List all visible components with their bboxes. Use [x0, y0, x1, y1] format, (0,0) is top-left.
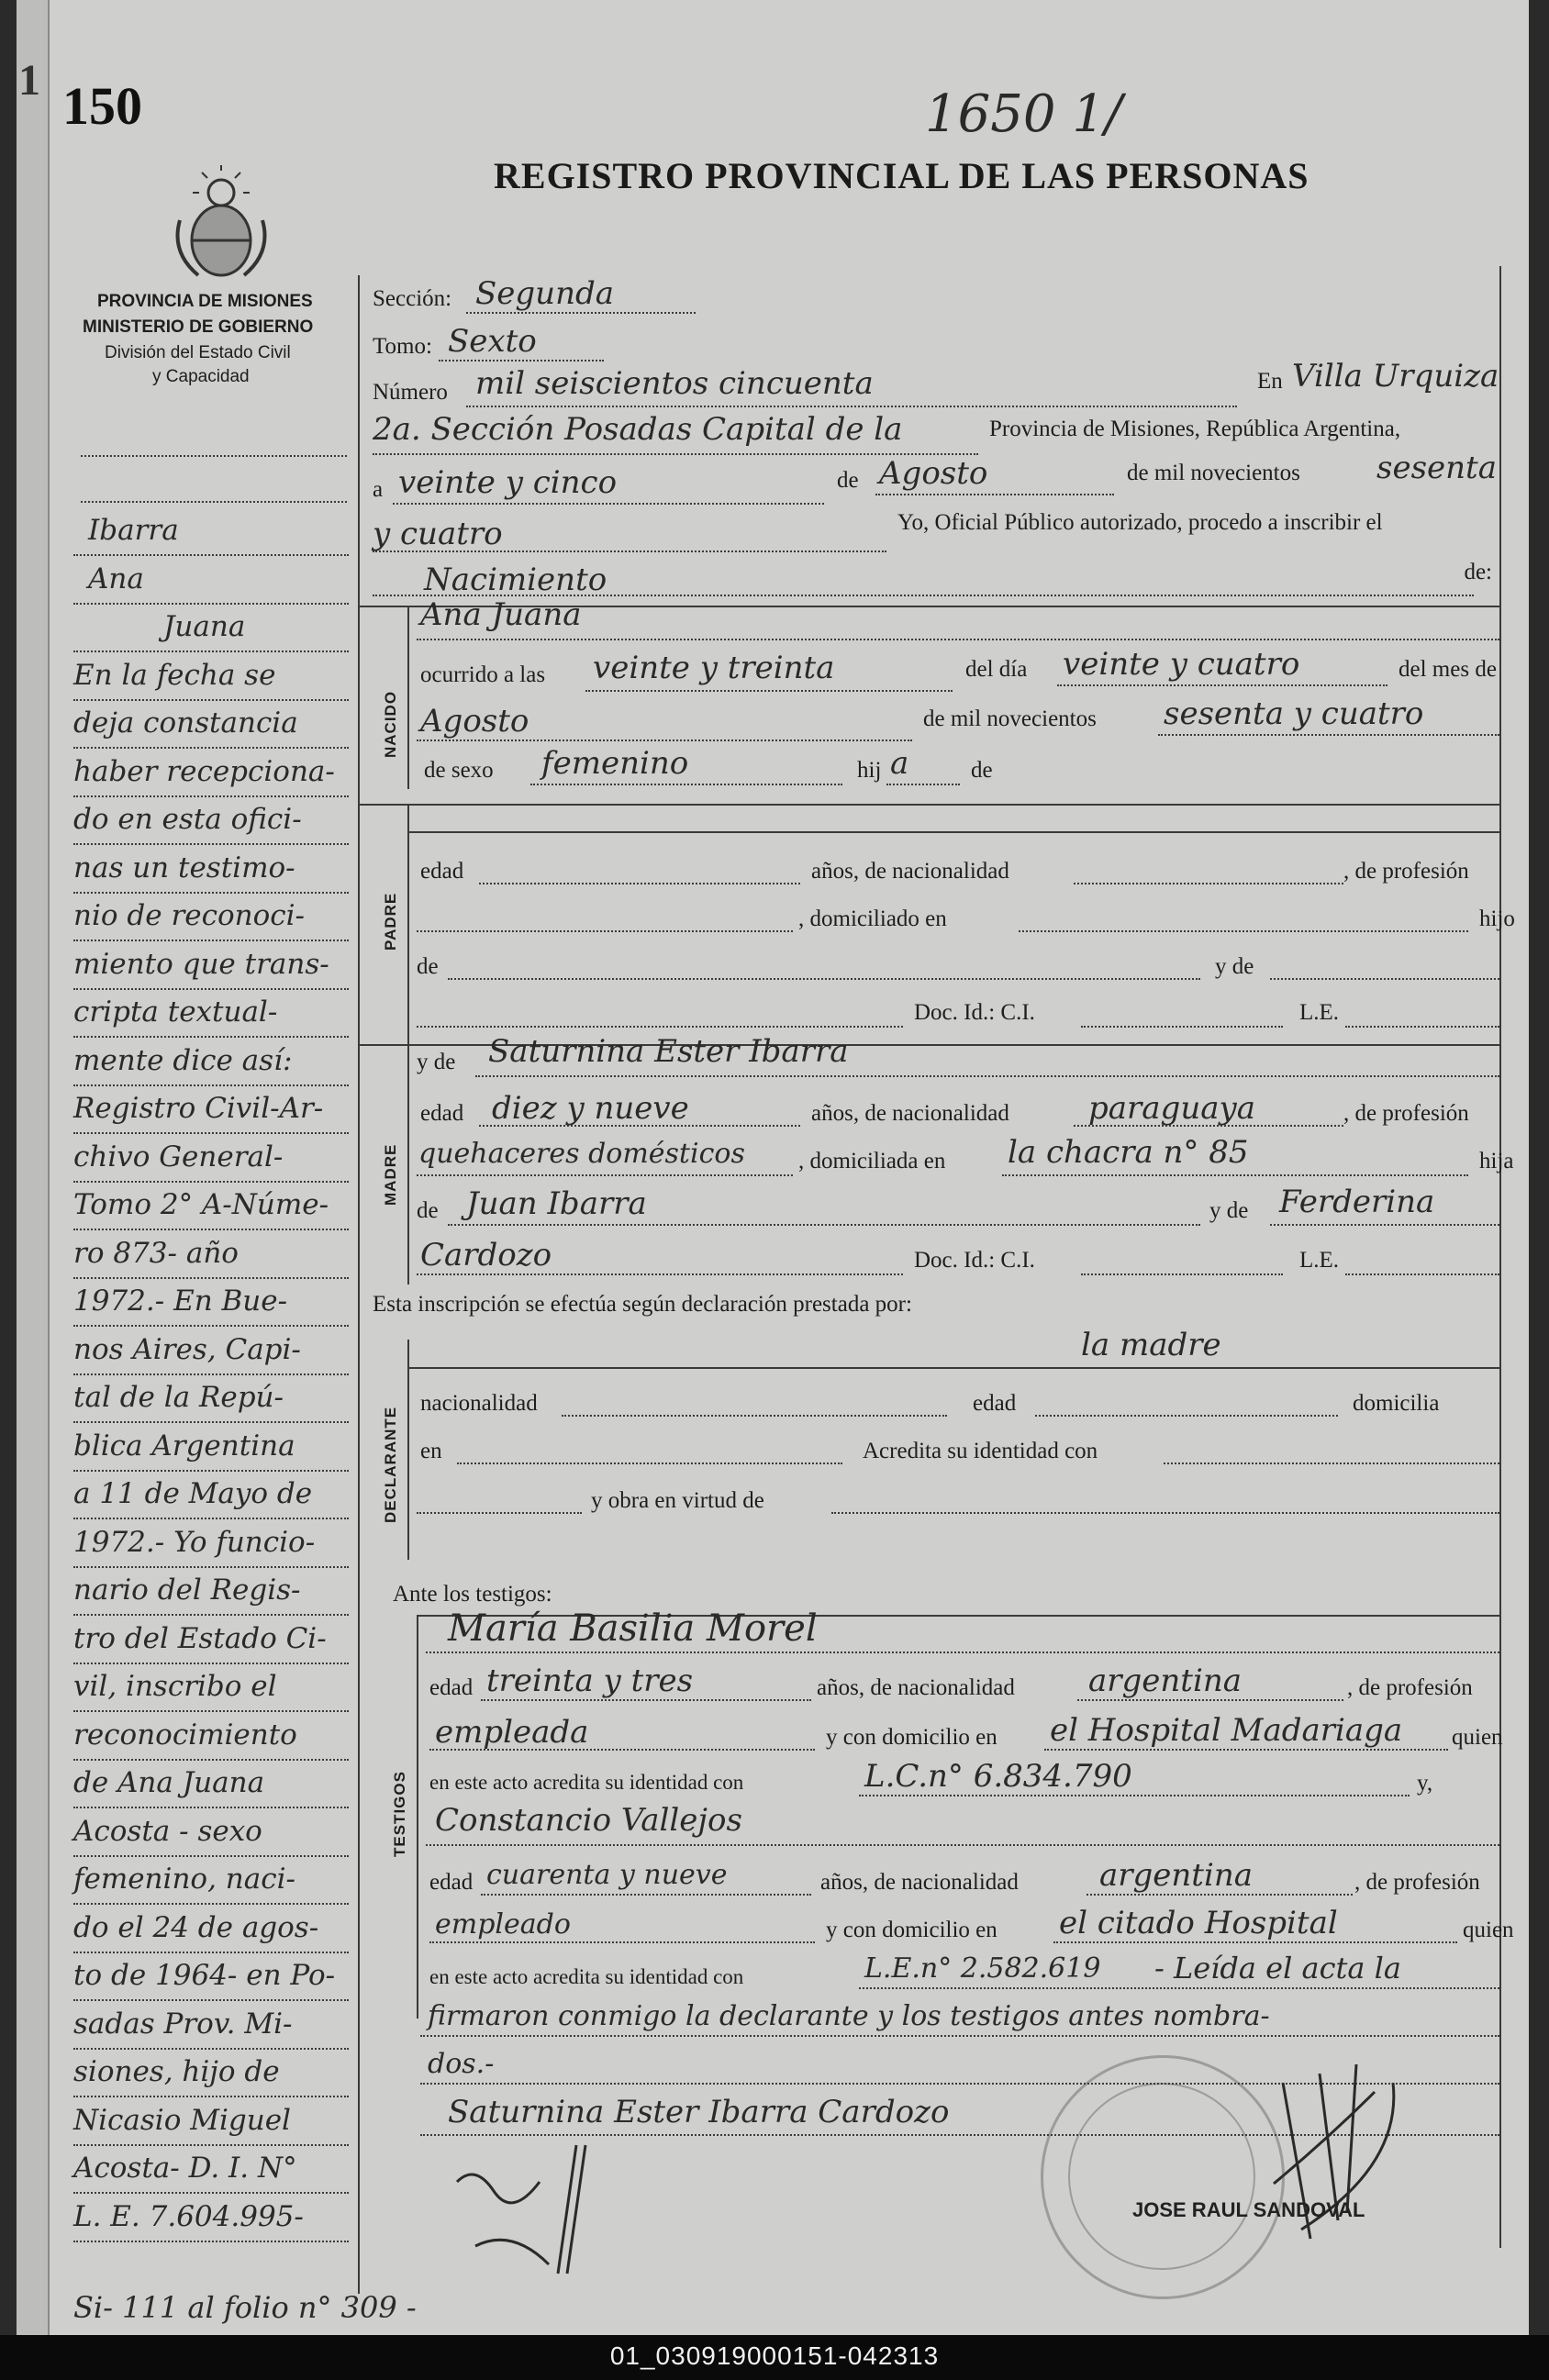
hij-value: a [890, 745, 909, 782]
de2-label: de: [1464, 560, 1492, 584]
padre-y-de-label: y de [1215, 954, 1254, 979]
closing-line-1: - Leída el acta la [1154, 1951, 1401, 1985]
page-edge [17, 0, 50, 2335]
hour-value: veinte y treinta [593, 650, 835, 686]
margin-note-line: Ibarra [88, 514, 179, 547]
declarante-label-bar [407, 1340, 409, 1560]
witness1-dom: el Hospital Madariaga [1050, 1712, 1403, 1749]
madre-nacionalidad: paraguaya [1088, 1090, 1255, 1127]
issuer-line-2: MINISTERIO DE GOBIERNO [83, 317, 314, 337]
margin-note-rule [73, 1421, 349, 1423]
witness1-dom-label: y con domicilio en [826, 1725, 997, 1750]
witness1-nac-line [1077, 1699, 1343, 1701]
padre-edad-line [479, 883, 800, 884]
madre-le-label: L.E. [1299, 1248, 1340, 1273]
declarante-section-label: DECLARANTE [382, 1406, 399, 1523]
madre-name: Saturnina Ester Ibarra [488, 1033, 849, 1070]
madre-y-de2-label: y de [1209, 1198, 1249, 1223]
edge-mark: 1 [18, 56, 40, 105]
month-value: Agosto [879, 455, 988, 492]
margin-note-rule [73, 1181, 349, 1183]
en-value: Villa Urquiza [1292, 358, 1499, 395]
issuer-line-1: PROVINCIA DE MISIONES [97, 292, 313, 311]
year-label: de mil novecientos [1127, 461, 1300, 485]
sexo-line [530, 784, 842, 785]
margin-note-rule [73, 2048, 349, 2050]
nacido-de-label: de [971, 758, 993, 783]
madre-mother-line [1270, 1224, 1499, 1226]
margin-note-line: Juana [163, 610, 246, 643]
page-number: 150 [62, 76, 142, 136]
witness1-dom-line [1044, 1749, 1448, 1751]
madre-ci-line [1081, 1273, 1283, 1275]
witness1-acredita-label: en este acto acredita su identidad con [429, 1771, 744, 1794]
padre-section-label: PADRE [382, 892, 399, 951]
declarante-edad-line [1035, 1415, 1338, 1417]
padre-domiciliado-label: , domiciliado en [798, 906, 947, 931]
madre-domicilio: la chacra n° 85 [1008, 1134, 1249, 1171]
nacido-month-line [417, 740, 912, 741]
numero-line [466, 406, 1237, 407]
margin-note-line: to de 1964- en Po- [73, 1959, 336, 1992]
declarante-acredita-line [1164, 1462, 1499, 1464]
margin-note-rule [73, 1277, 349, 1279]
madre-de-label: de [417, 1198, 439, 1223]
witness1-edad-line [481, 1699, 811, 1701]
registry-page [17, 0, 1529, 2335]
witness2-prof: empleado [435, 1908, 571, 1941]
margin-note-rule [73, 1470, 349, 1472]
witness2-acredita-label: en este acto acredita su identidad con [429, 1965, 744, 1988]
margin-note-rule [73, 1759, 349, 1761]
margin-note-rule [73, 1807, 349, 1808]
day-line [393, 503, 824, 505]
madre-mother: Ferderina [1279, 1184, 1435, 1220]
declarante-acredita-label: Acredita su identidad con [863, 1439, 1098, 1463]
madre-father-line [448, 1224, 1200, 1226]
hij-line [886, 784, 960, 785]
margin-note-line: nio de reconoci- [73, 899, 306, 932]
margin-note-line: tal de la Repú- [73, 1381, 284, 1414]
padre-profesion-label: , de profesión [1343, 859, 1469, 884]
witness2-edad: cuarenta y nueve [486, 1859, 728, 1891]
margin-note-line: Registro Civil-Ar- [73, 1092, 324, 1125]
margin-note-line: 1972.- Yo funcio- [73, 1525, 316, 1559]
issuer-line-3: División del Estado Civil [105, 343, 291, 362]
declarante-en-line [457, 1462, 842, 1464]
declarante-en-label: en [420, 1439, 442, 1463]
madre-doc-label: Doc. Id.: C.I. [914, 1248, 1035, 1273]
margin-note-rule [73, 2096, 349, 2097]
padre-name-rule [407, 831, 1501, 833]
hij-label: hij [857, 758, 882, 783]
declarante-nacionalidad-label: nacionalidad [420, 1391, 538, 1416]
margin-note-rule [73, 554, 349, 556]
margin-note-rule [73, 1952, 349, 1953]
de-label: de [837, 468, 859, 493]
declarante-obra-line [831, 1512, 1499, 1514]
padre-dom-line [1019, 930, 1468, 932]
margin-note-rule [73, 892, 349, 894]
witness2-anos-label: años, de nacionalidad [820, 1870, 1019, 1895]
year2-line [373, 551, 886, 552]
madre-prof-line [417, 1174, 793, 1176]
margin-note-line: a 11 de Mayo de [73, 1477, 313, 1510]
padre-top-rule [358, 804, 1501, 806]
padre-doc-label: Doc. Id.: C.I. [914, 1000, 1035, 1025]
margin-note-line: miento que trans- [73, 947, 329, 981]
margin-note-rule [73, 1325, 349, 1327]
padre-ci-line [1081, 1026, 1283, 1028]
madre-domiciliada-label: , domiciliada en [798, 1149, 946, 1173]
padre-extra-line [417, 1026, 903, 1028]
margin-note-rule [73, 1132, 349, 1134]
declarante-domicilia-label: domicilia [1353, 1391, 1440, 1416]
witness1-quien: quien [1452, 1725, 1503, 1750]
signature-scribble-1 [439, 2127, 677, 2310]
margin-note-rule [73, 843, 349, 845]
nacido-year-line [1158, 734, 1499, 736]
hour-line [585, 690, 953, 692]
place-value: 2a. Sección Posadas Capital de la [373, 411, 903, 448]
margin-note-line: vil, inscribo el [73, 1670, 277, 1703]
witness1-id: L.C.n° 6.834.790 [864, 1758, 1132, 1795]
padre-label-bar [407, 804, 409, 1044]
margin-note-line: sadas Prov. Mi- [73, 2007, 293, 2041]
margin-note-rule [73, 1518, 349, 1519]
margin-line [81, 455, 347, 457]
nacido-name-line [417, 639, 1499, 640]
padre-de-label: de [417, 954, 439, 979]
page-title: REGISTRO PROVINCIAL DE LAS PERSONAS [494, 155, 1309, 196]
margin-note-rule [73, 795, 349, 797]
margin-note-rule [73, 651, 349, 652]
seccion-value: Segunda [475, 275, 615, 312]
declarante-extra-line [417, 1512, 582, 1514]
madre-profesion: quehaceres domésticos [418, 1138, 745, 1170]
margin-note-line: femenino, naci- [73, 1863, 295, 1896]
tomo-line [439, 360, 604, 361]
nacido-year-label: de mil novecientos [923, 706, 1097, 731]
witness1-name-line [426, 1652, 1499, 1653]
testigos-label-bar [417, 1615, 418, 2019]
margin-note-rule [73, 2192, 349, 2194]
witness1-edad-label: edad [429, 1675, 474, 1700]
column-divider [358, 275, 360, 2294]
witness2-dom-line [1053, 1941, 1457, 1943]
witness1-anos-label: años, de nacionalidad [817, 1675, 1015, 1700]
day-value: veinte y cinco [398, 464, 618, 501]
margin-note-line: haber recepciona- [73, 754, 335, 788]
witness2-name: Constancio Vallejos [435, 1802, 742, 1839]
image-id: 01_030919000151-042313 [609, 2341, 940, 2370]
closing-line-3: dos.- [428, 2048, 495, 2080]
margin-note-line: deja constancia [73, 706, 298, 740]
padre-edad-label: edad [420, 859, 464, 884]
margin-note-line: de Ana Juana [73, 1766, 265, 1799]
madre-name-line [475, 1075, 1499, 1077]
margin-note-line: Nicasio Miguel [73, 2103, 291, 2137]
margin-note-line: Ana [88, 562, 144, 595]
margin-note-rule [73, 1999, 349, 2001]
witness2-id: L.E.n° 2.582.619 [864, 1952, 1101, 1985]
madre-hija-label: hija [1479, 1149, 1514, 1173]
madre-mother-2: Cardozo [420, 1237, 552, 1273]
margin-note-line: Acosta - sexo [73, 1814, 262, 1848]
padre-mother-line [1270, 978, 1499, 980]
margin-note-rule [73, 699, 349, 701]
act-value: Nacimiento [424, 562, 607, 598]
official-stamp-inner [1068, 2083, 1255, 2270]
margin-note-rule [73, 988, 349, 990]
margin-note-rule [73, 1229, 349, 1230]
numero-value: mil seiscientos cincuenta [475, 365, 874, 402]
year-value: sesenta [1376, 450, 1497, 486]
del-mes-label: del mes de [1399, 657, 1497, 682]
seccion-label: Sección: [373, 286, 452, 311]
declaracion-value: la madre [1081, 1327, 1221, 1363]
madre-y-de-label: y de [417, 1050, 456, 1074]
declaracion-text: Esta inscripción se efectúa según declaración prestada por: [373, 1292, 912, 1317]
madre-dom-line [1002, 1174, 1468, 1176]
nacido-label-bar [407, 606, 409, 789]
province-text: Provincia de Misiones, República Argentina, [989, 417, 1401, 441]
ocurrido-label: ocurrido a las [420, 662, 546, 687]
a-label: a [373, 477, 384, 502]
nacido-name: Ana Juana [420, 596, 582, 633]
padre-father-line [448, 978, 1200, 980]
signature-line: Saturnina Ester Ibarra Cardozo [448, 2094, 950, 2130]
closing2-line [420, 2035, 1499, 2037]
margin-note-rule [73, 1663, 349, 1664]
sexo-label: de sexo [424, 758, 494, 783]
nacido-section-label: NACIDO [382, 690, 399, 758]
margin-note-line: reconocimiento [73, 1718, 297, 1752]
margin-note-line: mente dice así: [73, 1043, 293, 1077]
witness2-name-line [426, 1844, 1499, 1846]
witness2-nac-line [1087, 1894, 1353, 1896]
margin-note-rule [73, 1710, 349, 1712]
madre-profesion-label: , de profesión [1343, 1101, 1469, 1126]
tomo-value: Sexto [448, 323, 537, 360]
margin-note-line: L. E. 7.604.995- [73, 2199, 304, 2233]
madre-nac-line [1074, 1125, 1343, 1127]
margin-note-bottom: Si- 111 al folio n° 309 - [73, 2290, 417, 2325]
witness1-prof-line [429, 1749, 815, 1751]
madre-mother2-line [417, 1273, 903, 1275]
del-dia-label: del día [965, 657, 1028, 682]
margin-note-line: nos Aires, Capi- [73, 1332, 301, 1366]
madre-le-line [1345, 1273, 1499, 1275]
margin-note-line: Acosta- D. I. N° [73, 2152, 297, 2185]
margin-note-rule [73, 2241, 349, 2242]
witness1-edad: treinta y tres [486, 1663, 694, 1699]
margin-note-rule [73, 1036, 349, 1038]
witness1-y: y, [1417, 1771, 1433, 1796]
margin-note-line: siones, hijo de [73, 2055, 280, 2088]
witness2-nac: argentina [1099, 1857, 1254, 1894]
margin-note-rule [73, 2144, 349, 2146]
witness2-prof-line [429, 1941, 815, 1943]
seccion-line [466, 312, 696, 314]
declarante-edad-label: edad [973, 1391, 1017, 1416]
sexo-value: femenino [541, 745, 689, 782]
stamp-name: JOSE RAUL SANDOVAL [1132, 2198, 1365, 2221]
margin-note-line: chivo General- [73, 1140, 284, 1173]
madre-anos-label: años, de nacionalidad [811, 1101, 1009, 1126]
margin-note-line: En la fecha se [73, 658, 276, 692]
witness2-dom: el citado Hospital [1059, 1905, 1338, 1941]
testigos-section-label: TESTIGOS [391, 1771, 408, 1857]
madre-section-label: MADRE [382, 1143, 399, 1206]
issuer-line-4: y Capacidad [152, 367, 250, 386]
handwritten-reference: 1650 1/ [925, 84, 1122, 144]
padre-le-line [1345, 1026, 1499, 1028]
margin-note-rule [73, 1855, 349, 1857]
month-line [875, 494, 1114, 495]
margin-note-rule [73, 940, 349, 941]
witness1-prof-label: , de profesión [1347, 1675, 1473, 1700]
margin-note-line: nas un testimo- [73, 851, 295, 884]
witness2-id-line [859, 1987, 1499, 1989]
nacido-day-line [1057, 684, 1387, 686]
witness2-edad-label: edad [429, 1870, 474, 1895]
right-border [1499, 266, 1501, 2248]
margin-note-line: cripta textual- [73, 995, 278, 1029]
tomo-label: Tomo: [373, 334, 432, 359]
declarante-nac-line [562, 1415, 947, 1417]
witness2-dom-label: y con domicilio en [826, 1918, 997, 1942]
margin-note-line: do en esta ofici- [73, 803, 302, 836]
padre-nac-line [1074, 883, 1343, 884]
margin-note-line: Tomo 2° A-Núme- [73, 1188, 329, 1221]
padre-hijo-label: hijo [1479, 906, 1515, 931]
margin-note-line: ro 873- año [73, 1236, 239, 1270]
witness2-prof-label: , de profesión [1354, 1870, 1480, 1895]
declarante-obra-label: y obra en virtud de [591, 1488, 764, 1513]
margin-note-line: do el 24 de agos- [73, 1910, 319, 1944]
madre-father: Juan Ibarra [466, 1185, 647, 1222]
margin-note-line: tro del Estado Ci- [73, 1621, 327, 1655]
margin-note-rule [73, 1566, 349, 1568]
margin-note-rule [73, 1084, 349, 1086]
nacido-month: Agosto [420, 703, 529, 740]
padre-prof-line [417, 930, 793, 932]
declarante-top-rule [407, 1367, 1501, 1369]
madre-label-bar [407, 1044, 409, 1285]
coat-of-arms-icon [171, 165, 272, 284]
margin-note-rule [73, 747, 349, 749]
witness1-id-line [859, 1795, 1410, 1796]
en-label: En [1257, 369, 1283, 394]
madre-edad-value: diez y nueve [492, 1090, 689, 1127]
closing-line-2: firmaron conmigo la declarante y los testigos antes nombra- [428, 2000, 1270, 2032]
witness1-name: María Basilia Morel [448, 1607, 818, 1650]
margin-line [81, 501, 347, 503]
witness1-nac: argentina [1088, 1663, 1243, 1699]
witness2-edad-line [481, 1894, 811, 1896]
margin-note-rule [73, 1374, 349, 1375]
officer-text: Yo, Oficial Público autorizado, procedo a inscribir el [897, 510, 1383, 535]
madre-edad-label: edad [420, 1101, 464, 1126]
nacido-day: veinte y cuatro [1063, 646, 1300, 683]
padre-anos-label: años, de nacionalidad [811, 859, 1009, 884]
margin-note-rule [73, 1614, 349, 1616]
madre-edad-line [479, 1125, 800, 1127]
witness1-prof: empleada [435, 1714, 589, 1751]
margin-note-rule [73, 603, 349, 605]
margin-note-line: blica Argentina [73, 1429, 295, 1462]
numero-label: Número [373, 380, 448, 405]
nacido-year: sesenta y cuatro [1164, 695, 1424, 732]
padre-le-label: L.E. [1299, 1000, 1340, 1025]
testigos-intro: Ante los testigos: [393, 1582, 552, 1607]
witness2-quien: quien [1463, 1918, 1514, 1942]
margin-note-rule [73, 1903, 349, 1905]
margin-note-line: 1972.- En Bue- [73, 1285, 288, 1318]
margin-note-line: nario del Regis- [73, 1574, 301, 1607]
year-value-2: y cuatro [373, 516, 503, 552]
